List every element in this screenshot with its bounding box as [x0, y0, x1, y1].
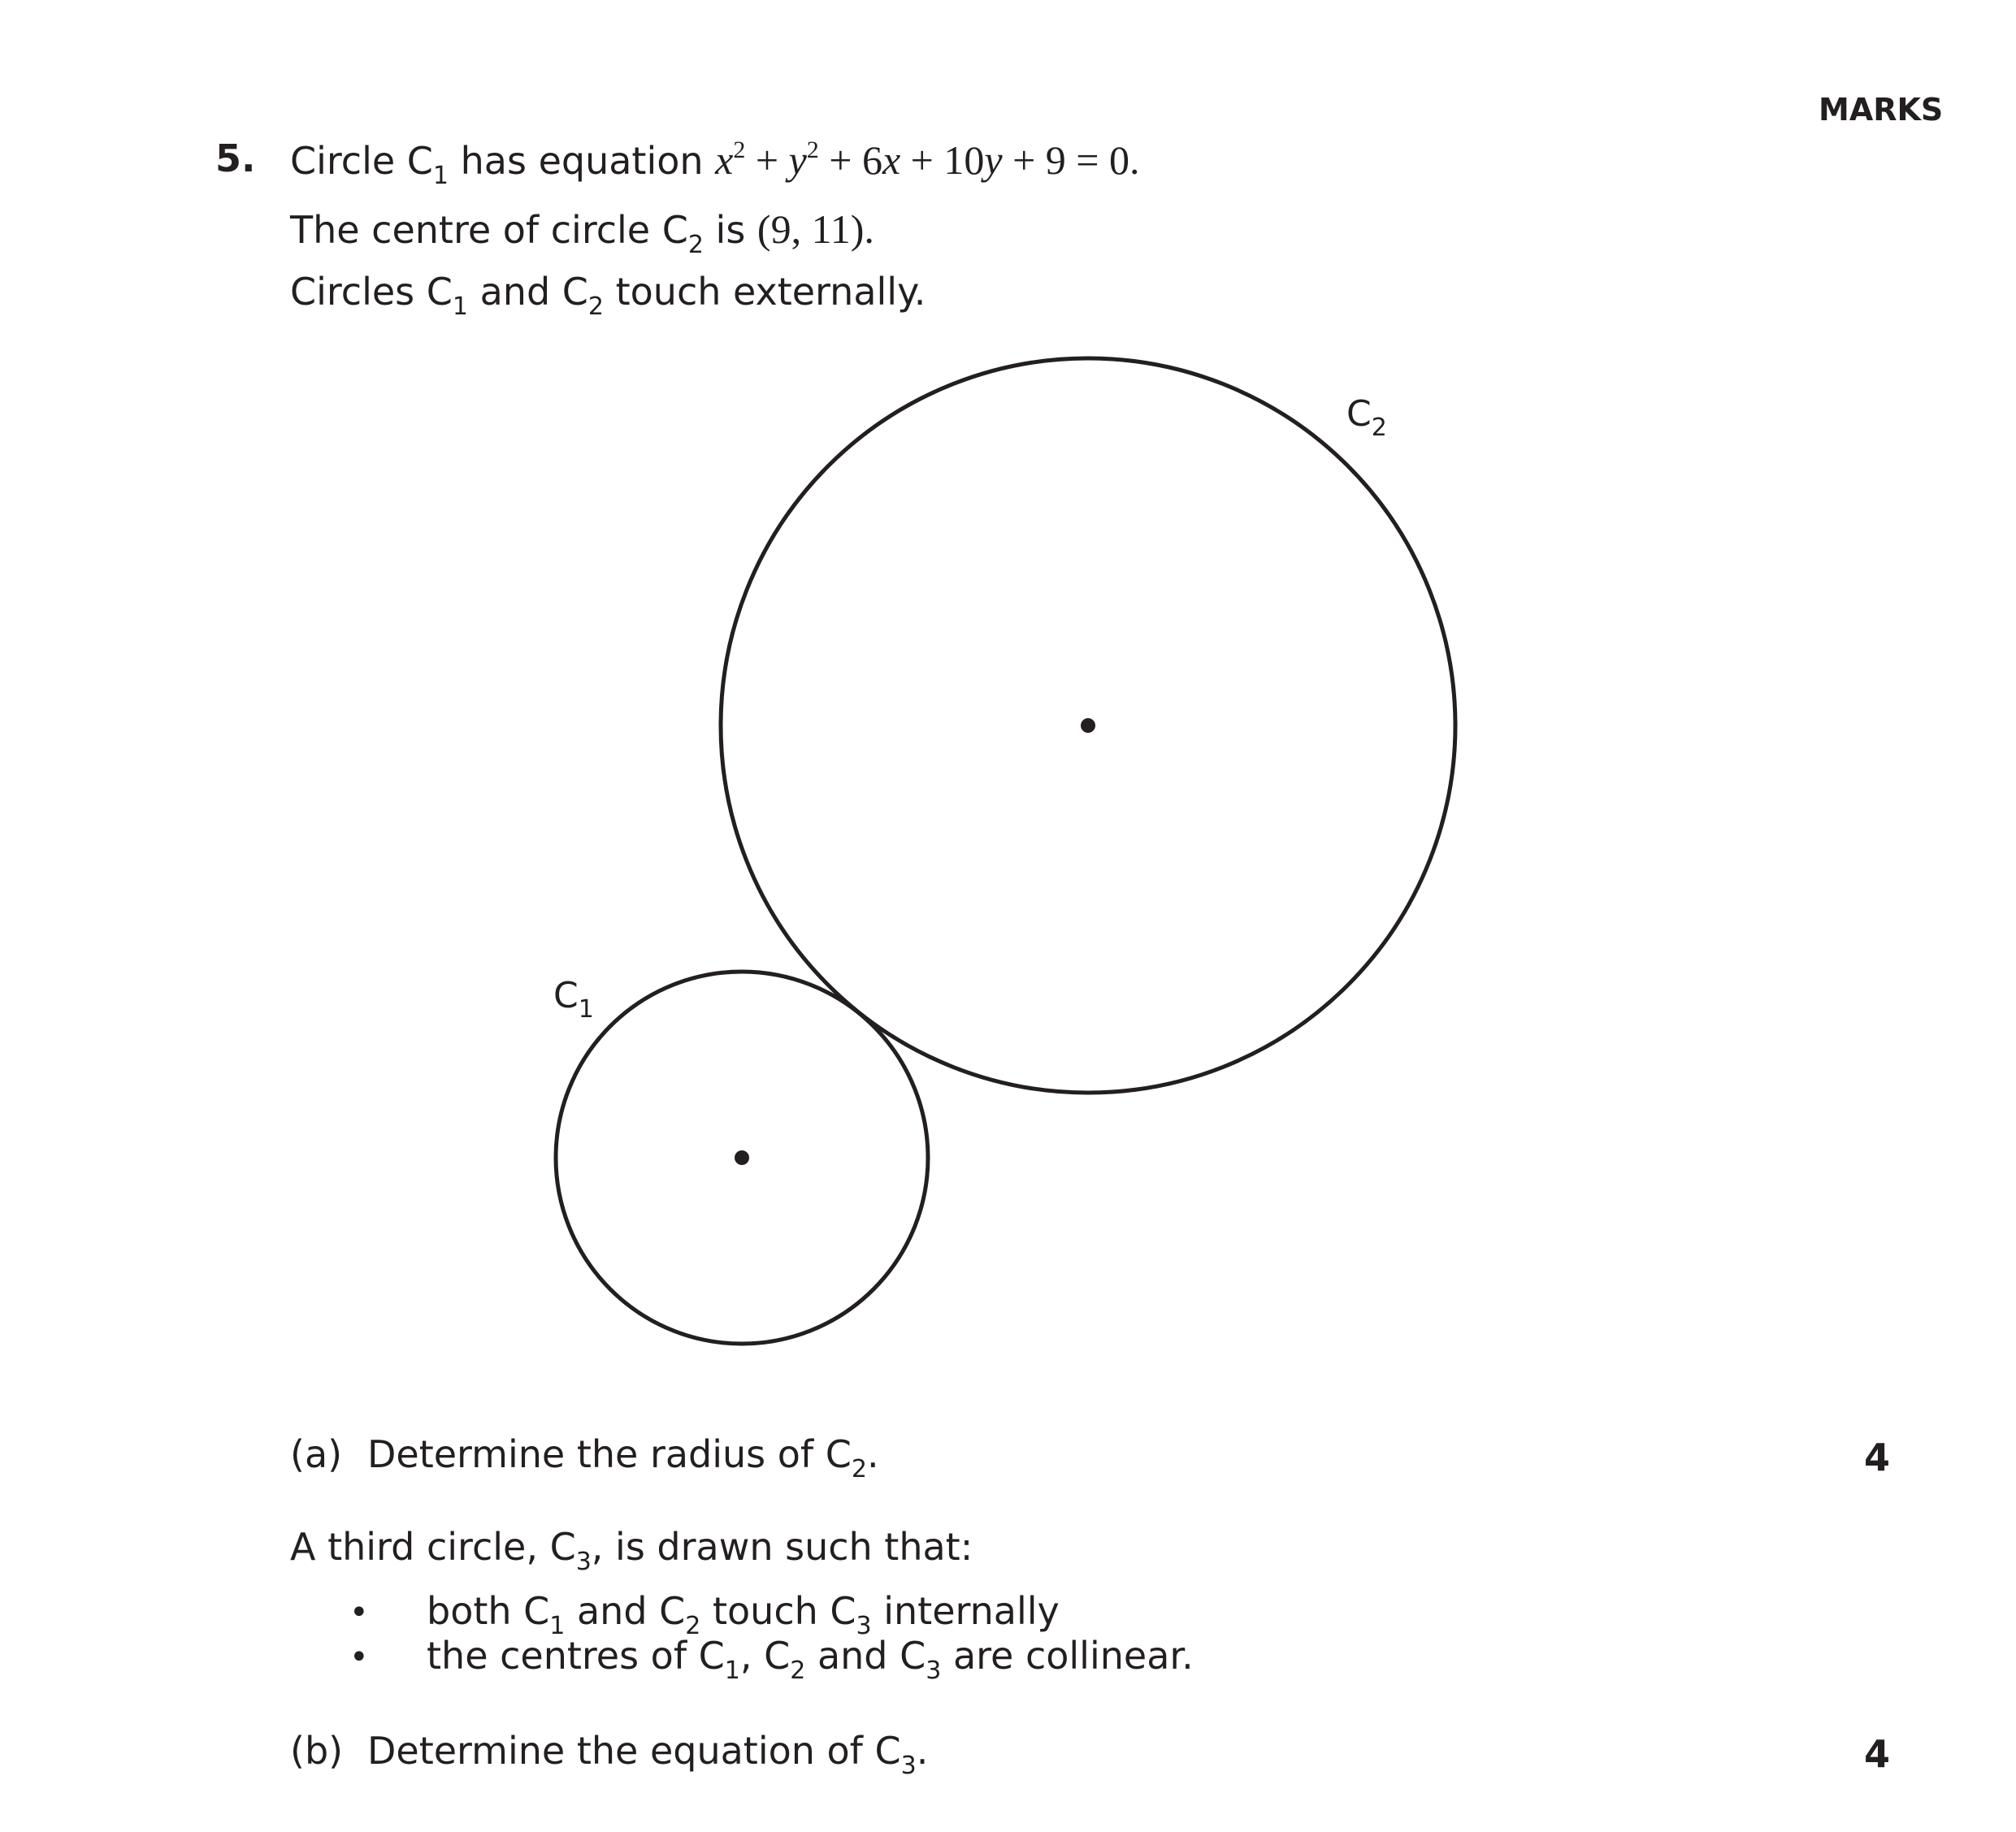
bullet-2-s3: 3	[926, 1657, 942, 1685]
eq-y-exp: 2	[806, 136, 819, 163]
bullet-2-symbol: •	[349, 1639, 369, 1676]
part-a-end: .	[866, 1432, 879, 1476]
intro-b-prefix: A third circle, C	[290, 1525, 576, 1569]
line1-sub: 1	[432, 162, 449, 190]
bullet-2-t4: are collinear.	[941, 1634, 1194, 1678]
line3-sub1: 1	[452, 292, 468, 321]
eq-rest-a: + 6	[818, 137, 882, 183]
eq-x2: x	[882, 137, 901, 183]
question-number: 5.	[215, 136, 256, 180]
part-a-marks: 4	[1864, 1436, 1891, 1479]
bullet-1-text	[427, 1589, 1060, 1640]
line3-middle: and C	[467, 270, 588, 314]
bullet-2-t3: and C	[805, 1634, 926, 1678]
bullet-2-text	[427, 1634, 1194, 1685]
part-a-sub: 2	[851, 1455, 867, 1483]
bullet-1-s1: 1	[549, 1612, 566, 1640]
eq-x: x	[715, 137, 734, 183]
bullet-2-t2: , C	[739, 1634, 791, 1678]
eq-plus: +	[745, 137, 789, 183]
part-a-body: Determine the radius of C	[367, 1432, 852, 1476]
line1-prefix: Circle C	[290, 139, 433, 183]
bullet-1-s2: 2	[685, 1612, 701, 1640]
label-c2-letter: C	[1346, 393, 1372, 435]
eq-x-exp: 2	[733, 136, 746, 163]
intro-b-sub: 3	[575, 1548, 592, 1576]
line2-prefix: The centre of circle C	[290, 208, 688, 252]
part-a-label: (a)	[290, 1432, 343, 1476]
line2-middle: is	[703, 208, 757, 252]
part-b-text	[367, 1729, 929, 1780]
bullet-1-t1: both C	[427, 1589, 550, 1633]
eq-y: y	[788, 137, 807, 183]
part-b-end: .	[916, 1729, 929, 1773]
bullet-2-s1: 1	[724, 1657, 740, 1685]
part-a-text	[367, 1432, 879, 1483]
intro-b-suffix: , is drawn such that:	[591, 1525, 973, 1569]
eq-y2: y	[984, 137, 1003, 183]
part-b-marks: 4	[1864, 1732, 1891, 1776]
line3-sub2: 2	[587, 292, 604, 321]
marks-header: MARKS	[1819, 92, 1944, 128]
label-c1-letter: C	[553, 975, 579, 1016]
label-c1	[553, 975, 594, 1024]
line1-middle: has equation	[449, 139, 716, 183]
bullet-2-t1: the centres of C	[427, 1634, 725, 1678]
bullet-1-symbol: •	[349, 1594, 369, 1631]
part-b-body: Determine the equation of C	[367, 1729, 901, 1773]
line2-sub: 2	[687, 231, 704, 259]
part-b-label: (b)	[290, 1729, 344, 1773]
eq-rest-b: + 10	[900, 137, 985, 183]
bullet-1-t4: internally	[871, 1589, 1060, 1633]
line3-prefix: Circles C	[290, 270, 453, 314]
circle-c2-centre	[1081, 718, 1095, 733]
label-c2-sub: 2	[1371, 414, 1387, 442]
label-c2	[1346, 393, 1387, 442]
part-b-sub: 3	[900, 1752, 917, 1780]
circle-c1-centre	[735, 1150, 749, 1165]
eq-rest-c: + 9 = 0.	[1002, 137, 1140, 183]
intro-b	[290, 1525, 973, 1576]
bullet-1-s3: 3	[856, 1612, 872, 1640]
bullet-1-t3: touch C	[700, 1589, 856, 1633]
line3-suffix: touch externally.	[603, 270, 926, 314]
centre-c2-point: (9, 11).	[757, 206, 874, 252]
bullet-2-s2: 2	[790, 1657, 806, 1685]
bullet-1-t2: and C	[565, 1589, 686, 1633]
label-c1-sub: 1	[578, 995, 594, 1024]
